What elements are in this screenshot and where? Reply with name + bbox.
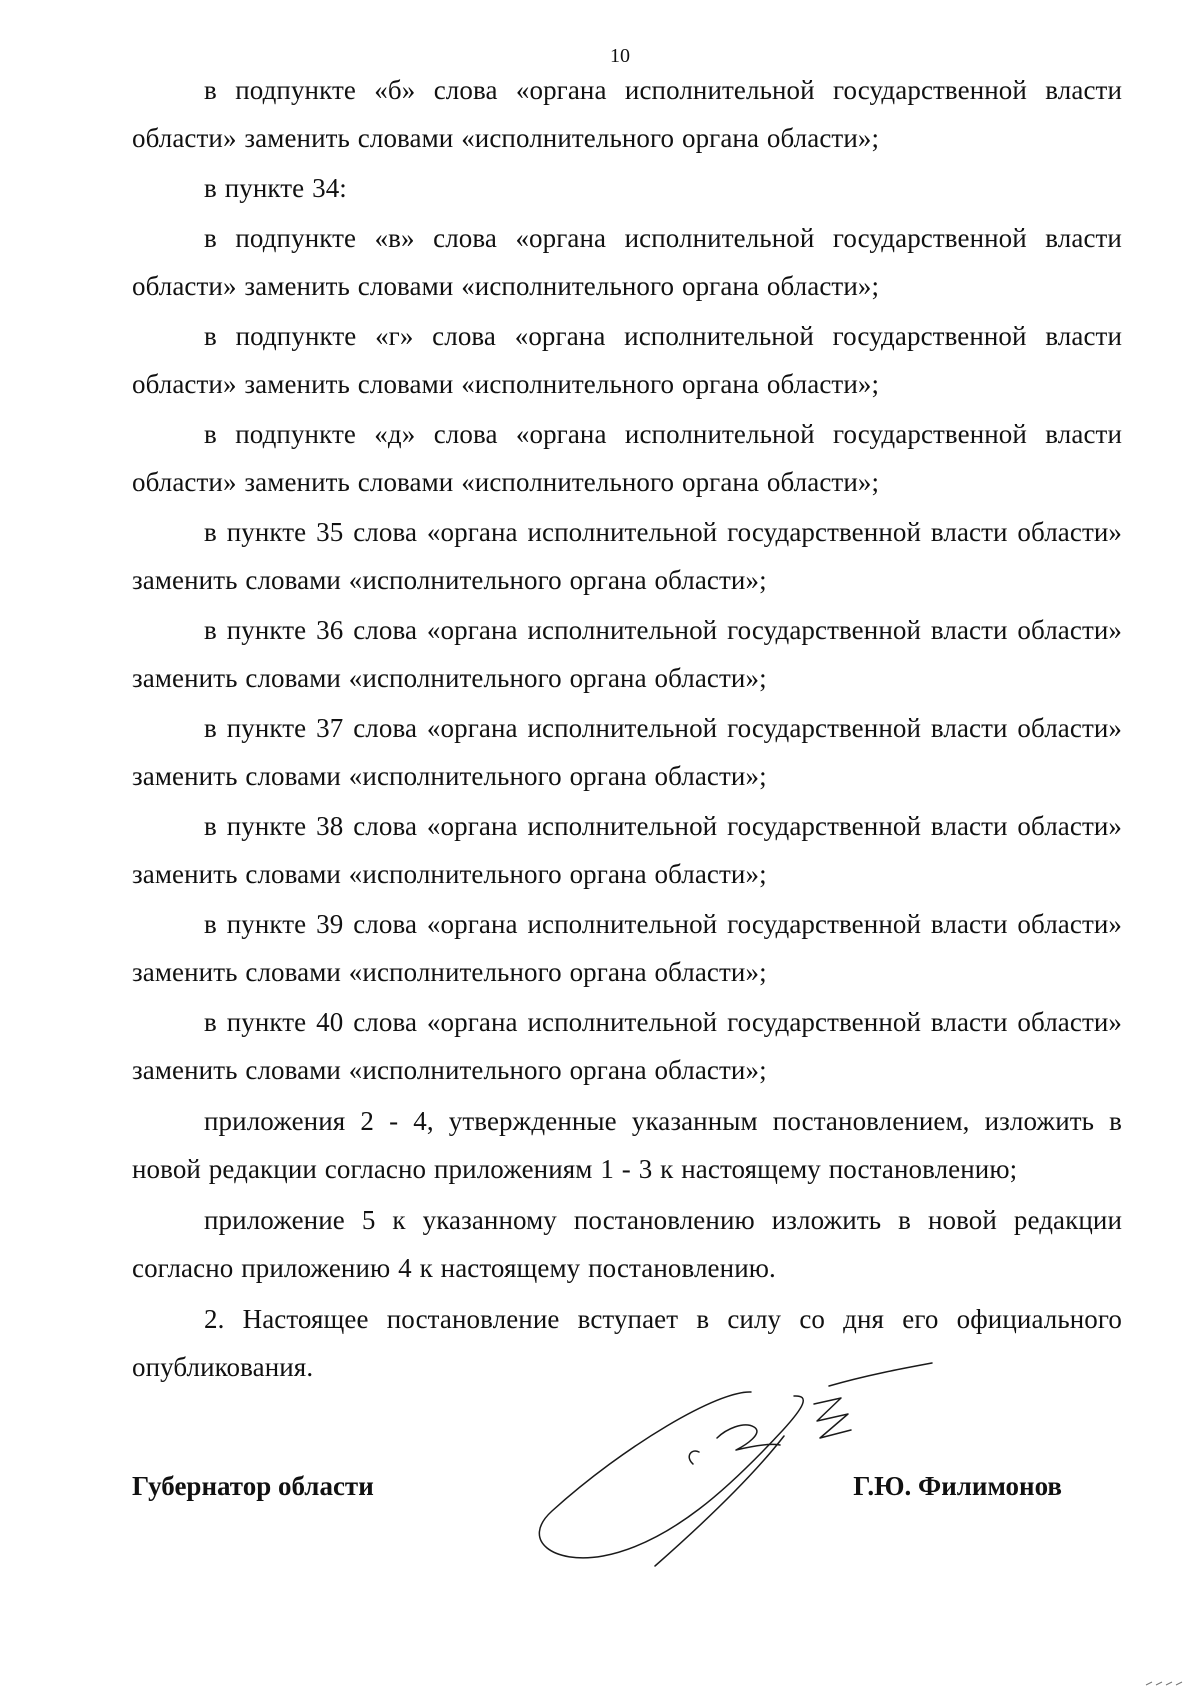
page-number: 10: [610, 45, 630, 67]
paragraph-subitem-b: в подпункте «б» слова «органа исполнительной государственной власти области» заменить словами «исполнительного органа области»;: [132, 75, 1122, 153]
paragraph-item-37: в пункте 37 слова «органа исполнительной государственной власти области» заменить словами «исполнительного органа области»;: [132, 713, 1122, 791]
paragraph-item-35: в пункте 35 слова «органа исполнительной государственной власти области» заменить словами «исполнительного органа области»;: [132, 517, 1122, 595]
paragraph-subitem-d: в подпункте «д» слова «органа исполнительной государственной власти области» заменить словами «исполнительного органа области»;: [132, 419, 1122, 497]
paragraph-item-39: в пункте 39 слова «органа исполнительной государственной власти области» заменить словами «исполнительного органа области»;: [132, 909, 1122, 987]
signatory-position: Губернатор области: [132, 1471, 374, 1501]
paragraph-appendices-2-4: приложения 2 - 4, утвержденные указанным постановлением, изложить в новой редакции согласно приложениям 1 - 3 к настоящему постановлению;: [132, 1106, 1122, 1184]
signature-zigzag-stroke: [814, 1398, 851, 1438]
signature-small-hook: [689, 1451, 699, 1464]
paragraph-effective-date: 2. Настоящее постановление вступает в силу со дня его официального опубликования.: [132, 1304, 1122, 1382]
paragraph-appendix-5: приложение 5 к указанному постановлению изложить в новой редакции согласно приложению 4 к настоящему постановлению.: [132, 1205, 1122, 1283]
paragraph-item-34: в пункте 34:: [204, 173, 347, 203]
document-body: [132, 66, 1122, 1391]
signature-block: [132, 1468, 1062, 1508]
paragraph-item-40: в пункте 40 слова «органа исполнительной государственной власти области» заменить словами «исполнительного органа области»;: [132, 1007, 1122, 1085]
paragraph-item-36: в пункте 36 слова «органа исполнительной государственной власти области» заменить словами «исполнительного органа области»;: [132, 615, 1122, 693]
paragraph-subitem-g: в подпункте «г» слова «органа исполнительной государственной власти области» заменить словами «исполнительного органа области»;: [132, 321, 1122, 399]
paragraph-item-38: в пункте 38 слова «органа исполнительной государственной власти области» заменить словами «исполнительного органа области»;: [132, 811, 1122, 889]
scan-corner-mark: [1144, 1679, 1186, 1687]
paragraph-subitem-v: в подпункте «в» слова «органа исполнительной государственной власти области» заменить словами «исполнительного органа области»;: [132, 223, 1122, 301]
signatory-name: Г.Ю. Филимонов: [853, 1471, 1062, 1501]
signature-long-flourish: [829, 1363, 932, 1386]
signature-upper-stroke: [717, 1425, 780, 1450]
